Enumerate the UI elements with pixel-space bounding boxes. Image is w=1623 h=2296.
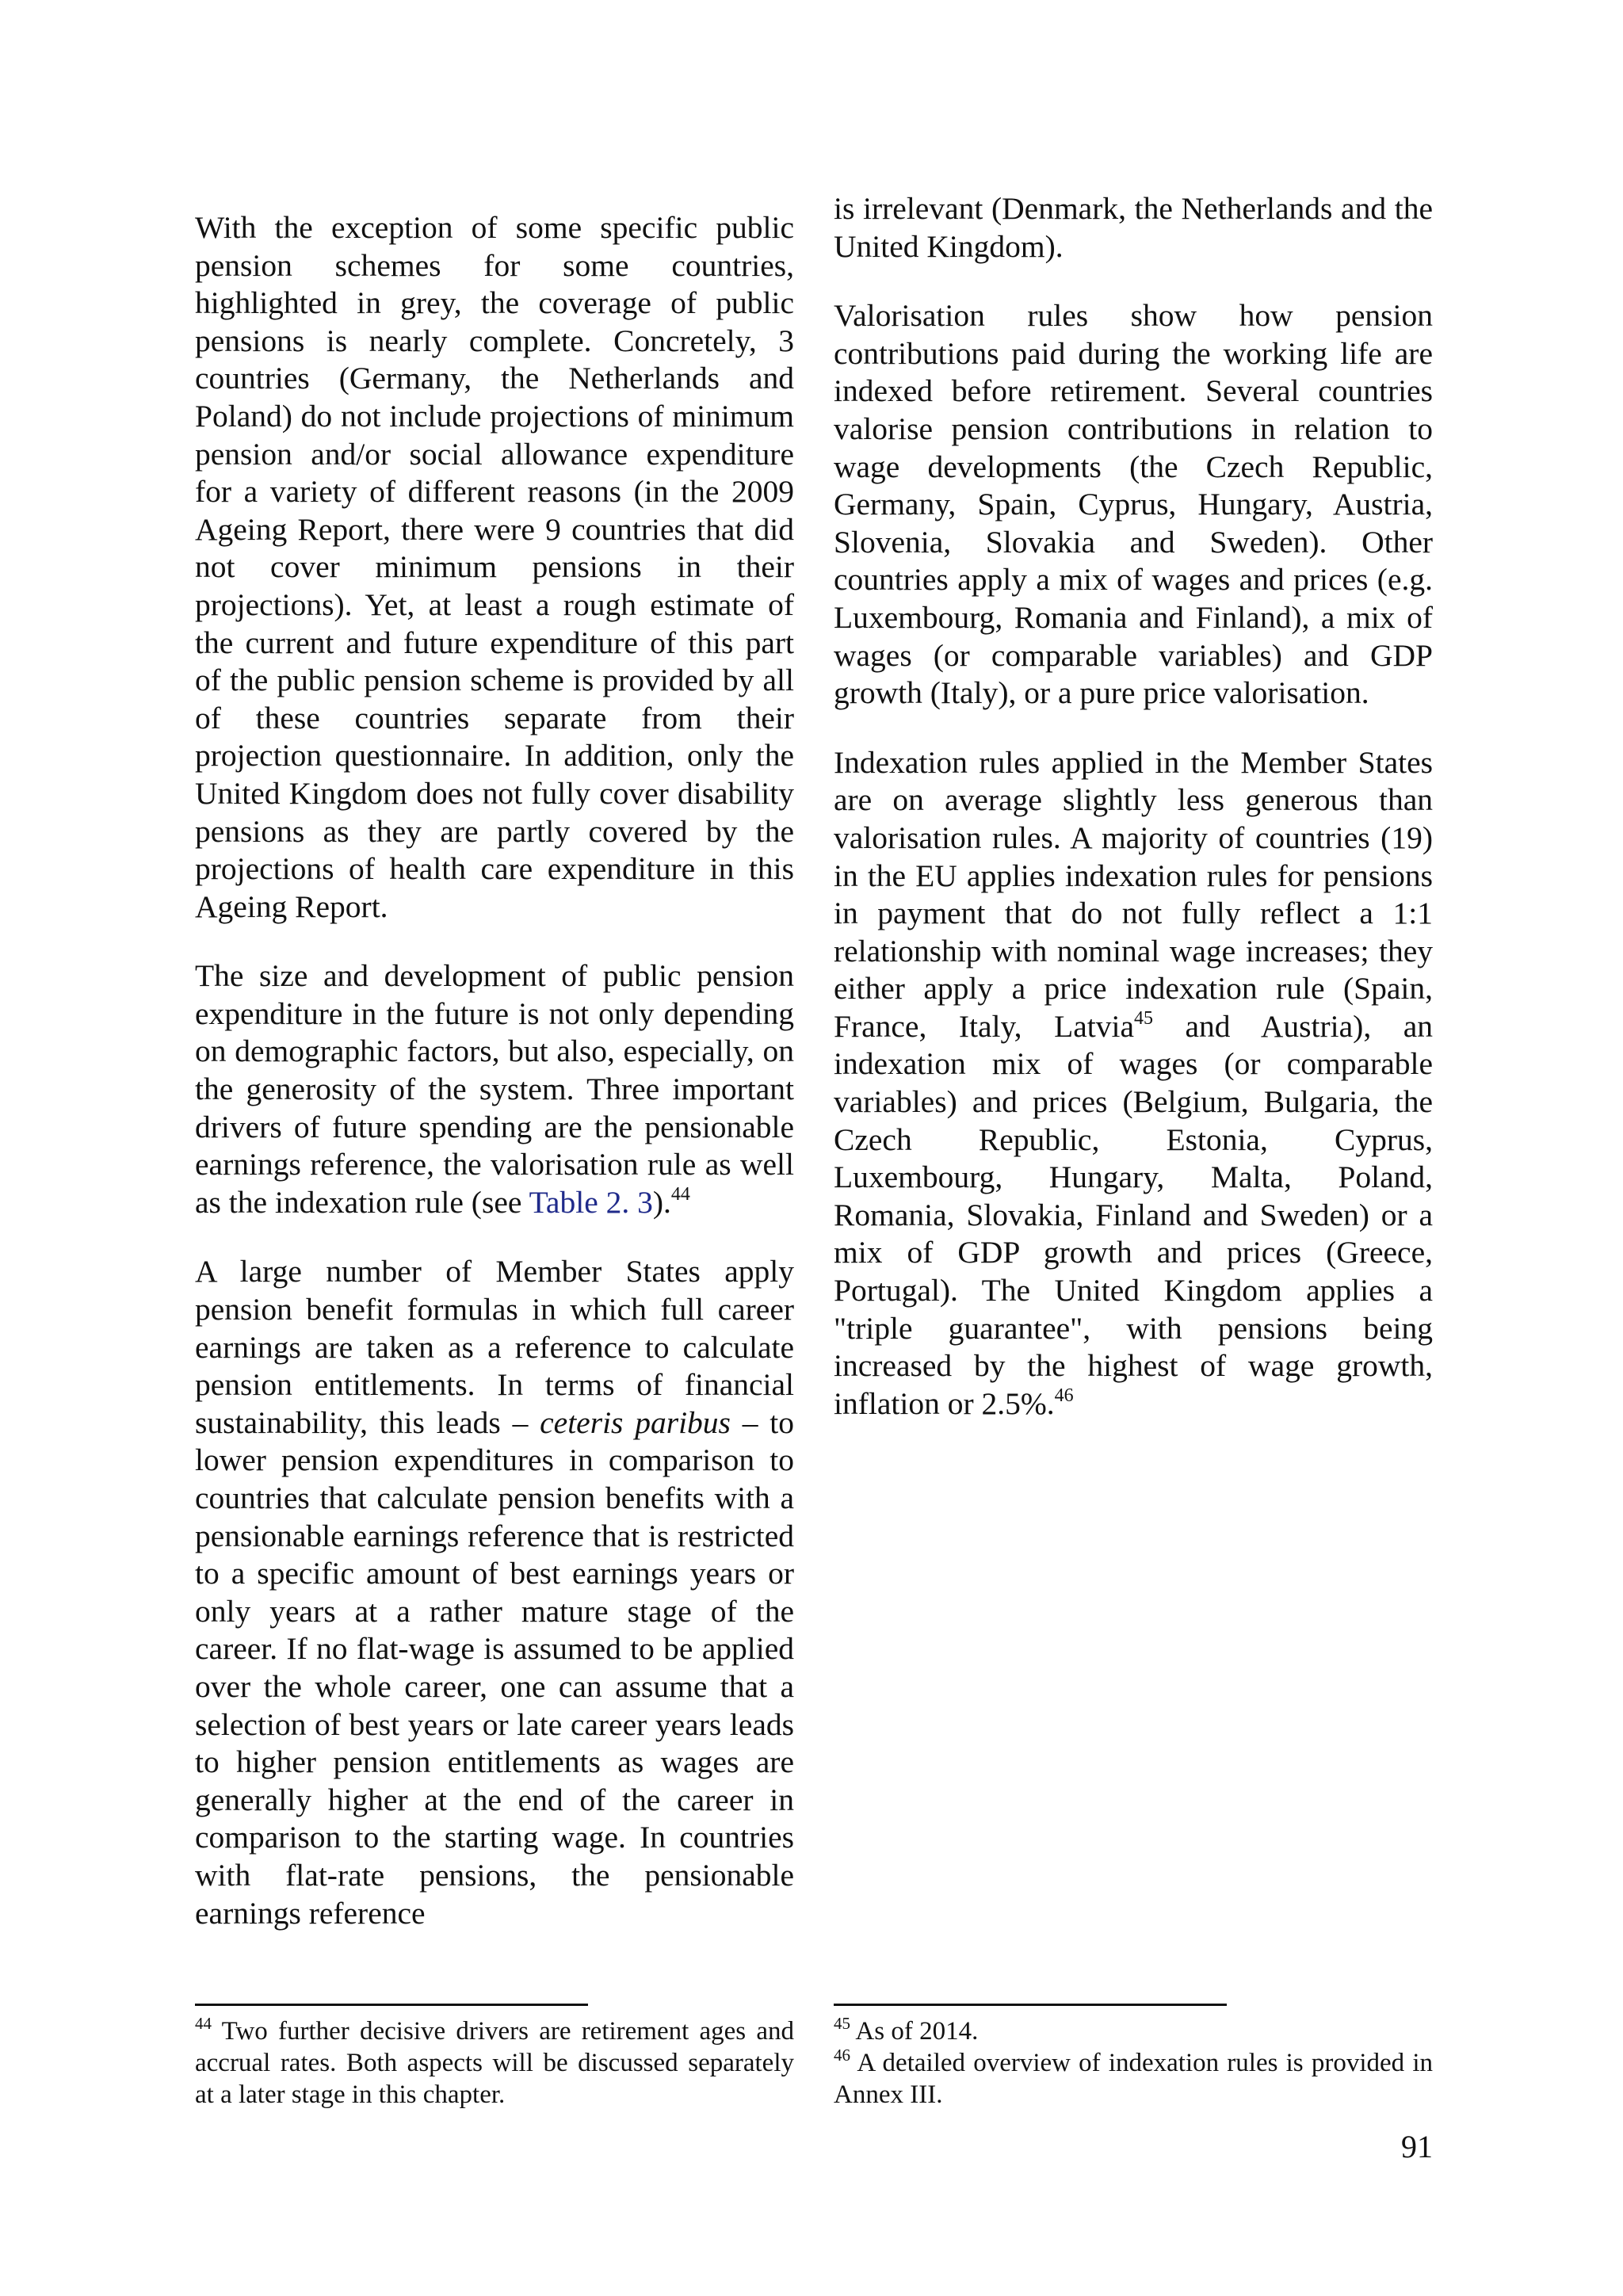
footnote-44: $^{44}$ Two further decisive drivers are retirement ages and accrual rates. Both aspects will be discussed separately at a later stage in this chapter. [195, 2014, 794, 2109]
paragraph-valorisation: Valorisation rules show how pension contributions paid during the working life are indexed before retirement. Several countries valorise pension contributions in relation to wage developments (the Czech Republic, Germany, Spain, Cyprus, Hungary, Austria, Slovenia, Slovakia and Sweden). Other countries apply a mix of wages and prices (e.g. Luxembourg, Romania and Finland), a mix of wages (or comparable variables) and GDP growth (Italy), or a pure price valorisation. [834, 298, 1433, 711]
footnotes-right [834, 2015, 1433, 2111]
footnote-ref-46[interactable]: 46 [1054, 1385, 1074, 1406]
paragraph-indexation: Indexation rules applied in the Member States are on average slightly less generous than valorisation rules. A majority of countries (19) in the EU applies indexation rules for pensions in payment that do not fully reflect a 1:1 relationship with nominal wage increases; they either apply a price indexation rule (Spain, France, Italy, Latvia$^{45}$ and Austria), an indexation mix of wages (or comparable variables) and prices (Belgium, Bulgaria, the Czech Republic, Estonia, Cyprus, Luxembourg, Hungary, Malta, Poland, Romania, Slovakia, Finland and Sweden) or a mix of GDP growth and prices (Greece, Portugal). The United Kingdom applies a "triple guarantee", with pensions being increased by the highest of wage growth, inflation or 2.5%.$^{46}$ [834, 744, 1433, 1421]
paragraph-earnings-reference: A large number of Member States apply pension benefit formulas in which full career earnings are taken as a reference to calculate pension entitlements. In terms of financial sustainability, this leads – ceteris paribus – to lower pension expenditures in comparison to countries that calculate pension benefits with a pensionable earnings reference that is restricted to a specific amount of best earnings years or only years at a rather mature stage of the career. If no flat-wage is assumed to be applied over the whole career, one can assume that a selection of best years or late career years leads to higher pension entitlements as wages are generally higher at the end of the career in comparison to the starting wage. In countries with flat-rate pensions, the pensionable earnings reference [195, 1254, 794, 1931]
table-reference-link[interactable]: Table 2. 3 [529, 1184, 653, 1220]
paragraph-coverage: With the exception of some specific public pension schemes for some countries, highlighted in grey, the coverage of public pensions is nearly complete. Concretely, 3 countries (Germany, the Netherlands and Poland) do not include projections of minimum pension and/or social allowance expenditure for a variety of different reasons (in the 2009 Ageing Report, there were 9 countries that did not cover minimum pensions in their projections). Yet, at least a rough estimate of the current and future expenditure of this part of the public pension scheme is provided by all of these countries separate from their projection questionnaire. In addition, only the United Kingdom does not fully cover disability pensions as they are partly covered by the projections of health care expenditure in this Ageing Report. [195, 210, 794, 924]
footnote-45: $^{45}$ As of 2014. [834, 2014, 979, 2046]
footnote-divider-left [195, 2004, 588, 2006]
paragraph-drivers: The size and development of public pension expenditure in the future is not only depending on demographic factors, but also, especially, on the generosity of the system. Three important drivers of future spending are the pensionable earnings reference, the valorisation rule as well as the indexation rule (see Table 2. 3).$^{44}$ [195, 958, 794, 1220]
footnote-ref-45[interactable]: 45 [1133, 1007, 1153, 1029]
footnote-divider-right [834, 2004, 1227, 2006]
paragraph-irrelevant: is irrelevant (Denmark, the Netherlands and the United Kingdom). [834, 191, 1433, 264]
footnotes-left [195, 2015, 794, 2111]
footnote-ref-44[interactable]: 44 [670, 1183, 690, 1205]
right-column [834, 190, 1433, 1423]
footnote-46: $^{46}$ A detailed overview of indexation rules is provided in Annex III. [834, 2046, 1433, 2109]
ceteris-paribus-italic: ceteris paribus [540, 1404, 731, 1440]
left-column [195, 209, 794, 1932]
page-number: 91 [1401, 2129, 1433, 2164]
